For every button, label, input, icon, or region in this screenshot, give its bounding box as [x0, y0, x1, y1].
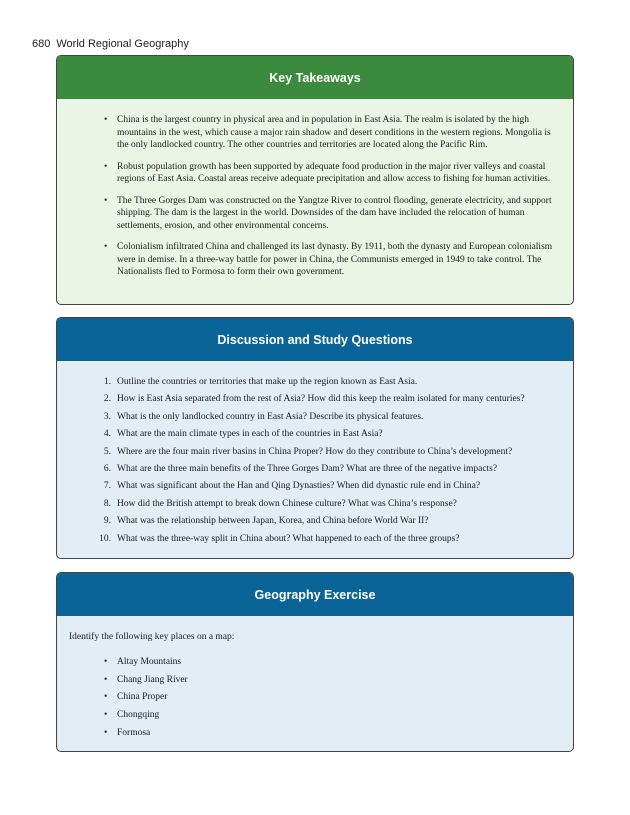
item-number: 7. — [103, 481, 111, 492]
item-text: What was the relationship between Japan, Korea, and China before World War II? — [117, 516, 429, 527]
list-item: • Colonialism infiltrated China and challenged its last dynasty. By 1911, both the dynasty and European colonialism were in demise. In a three-way battle for power in China, the Communists emerged in 1949 to take control. The Nationalists fled to Formosa to form their own government. — [57, 241, 573, 279]
item-text: Where are the four main river basins in China Proper? How do they contribute to China’s development? — [117, 446, 513, 457]
item-text: What is the only landlocked country in East Asia? Describe its physical features. — [117, 411, 424, 422]
item-number: 6. — [103, 463, 111, 474]
list-item — [57, 393, 573, 405]
discussion-box — [56, 317, 574, 559]
list-item — [57, 498, 573, 510]
item-number: 10. — [99, 533, 111, 544]
list-item: • Chang Jiang River — [57, 674, 573, 687]
discussion-title: Discussion and Study Questions — [57, 318, 573, 361]
list-item — [57, 533, 573, 545]
list-item: • Chongqing — [57, 709, 573, 722]
list-item: • China Proper — [57, 691, 573, 704]
geography-exercise-intro: Identify the following key places on a map: — [69, 632, 235, 642]
key-takeaways-title: Key Takeaways — [57, 56, 573, 99]
list-item: • Altay Mountains — [57, 656, 573, 669]
item-text: What are the three main benefits of the Three Gorges Dam? What are three of the negative impacts? — [117, 463, 498, 474]
list-item: • China is the largest country in physical area and in population in East Asia. The realm is isolated by the high mountains in the west, which cause a major rain shadow and desert conditions in the western regions. Mongolia is the only landlocked country. The other countries and territories are located along the Pacific Rim. — [57, 114, 573, 152]
item-text: How did the British attempt to break down Chinese culture? What was China’s response? — [117, 498, 457, 509]
item-text: How is East Asia separated from the rest of Asia? How did this keep the realm isolated for many centuries? — [117, 394, 525, 405]
item-number: 8. — [103, 498, 111, 509]
list-item: • The Three Gorges Dam was constructed on the Yangtze River to control flooding, generate electricity, and support shipping. The dam is the largest in the world. Downsides of the dam have included the relocation of human settlements, erosion, and other environmental concerns. — [57, 195, 573, 233]
key-places-list — [57, 642, 573, 739]
list-item — [57, 480, 573, 492]
list-item — [57, 463, 573, 475]
item-number: 4. — [103, 429, 111, 440]
item-text: What was significant about the Han and Qing Dynasties? When did dynastic rule end in China? — [117, 481, 481, 492]
item-text: Outline the countries or territories that make up the region known as East Asia. — [117, 377, 418, 387]
item-text: What are the main climate types in each of the countries in East Asia? — [117, 429, 383, 440]
key-takeaways-list — [57, 99, 573, 279]
key-takeaways-box — [56, 55, 574, 305]
list-item — [57, 515, 573, 527]
list-item: • Formosa — [57, 727, 573, 740]
page-number: 680 — [32, 38, 51, 50]
item-number: 1. — [103, 377, 111, 387]
list-item — [57, 376, 573, 388]
item-number: 2. — [103, 394, 111, 405]
item-text: What was the three-way split in China about? What happened to each of the three groups? — [117, 533, 460, 544]
running-head — [32, 38, 189, 50]
book-title: World Regional Geography — [56, 38, 189, 50]
list-item — [57, 446, 573, 458]
item-number: 9. — [103, 516, 111, 527]
list-item: • Robust population growth has been supported by adequate food production in the major river valleys and coastal regions of East Asia. Coastal areas receive adequate precipitation and allow access to fishing for human activities. — [57, 161, 573, 186]
discussion-list — [57, 361, 573, 545]
item-number: 5. — [103, 446, 111, 457]
item-number: 3. — [103, 411, 111, 422]
list-item — [57, 428, 573, 440]
geography-exercise-title: Geography Exercise — [57, 573, 573, 616]
geography-exercise-box — [56, 572, 574, 752]
list-item — [57, 411, 573, 423]
